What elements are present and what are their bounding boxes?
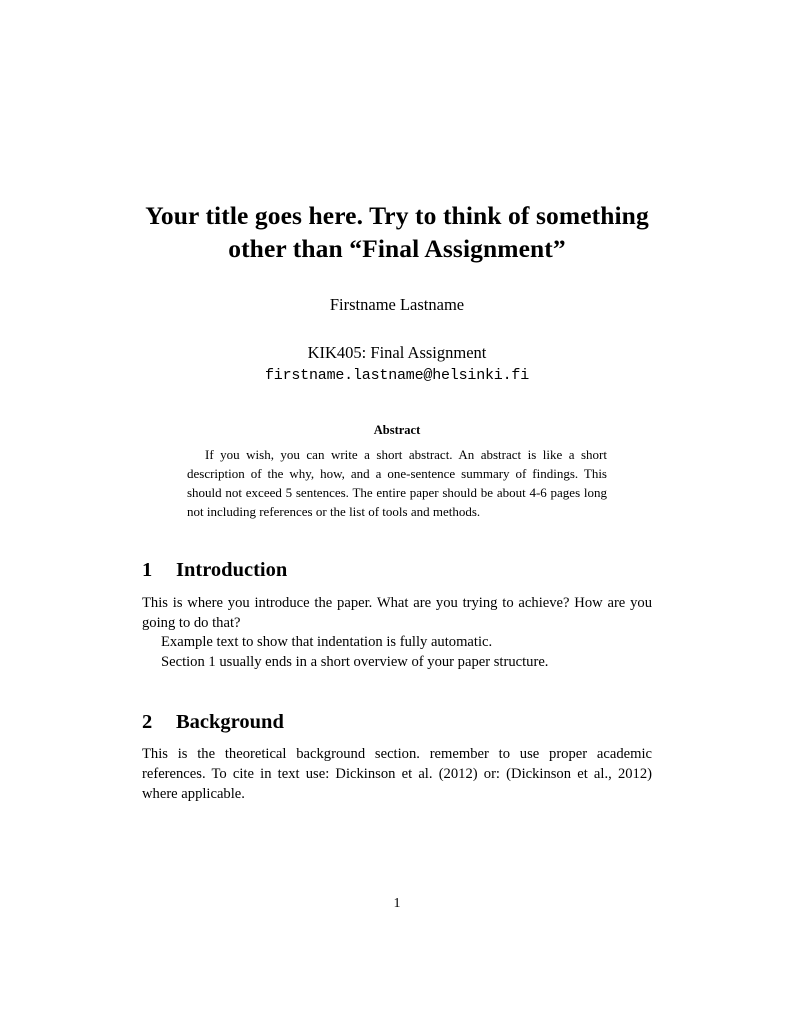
page-number: 1 (393, 896, 401, 911)
document-content (142, 200, 652, 804)
course-info (142, 341, 652, 387)
section-title: Background (176, 710, 284, 733)
abstract-block (187, 423, 607, 521)
author-email: firstname.lastname@helsinki.fi (264, 367, 530, 385)
page-title: Your title goes here. Try to think of something other than “Final Assignment” (145, 201, 649, 263)
paragraph: Example text to show that indentation is fully automatic. (161, 634, 493, 651)
course-code: KIK405: Final Assignment (307, 343, 487, 363)
paragraph: Section 1 usually ends in a short overview of your paper structure. (161, 653, 549, 670)
section-title: Introduction (176, 559, 288, 582)
section-number: 1 (142, 559, 153, 582)
paragraph: This is where you introduce the paper. What are you trying to achieve? How are you going to do that? (142, 594, 652, 631)
abstract-text: If you wish, you can write a short abstract. An abstract is like a short description of the why, how, and a one-sentence summary of findings. This should not exceed 5 sentences. The entire paper should be about 4-6 pages long not including references or the list of tools and methods. (187, 446, 607, 520)
paragraph: This is the theoretical background section. remember to use proper academic references. To cite in text use: Dickinson et al. (2012) or: (Dickinson et al., 2012) where applicable. (142, 746, 652, 802)
section-heading-introduction (142, 559, 652, 582)
section-heading-background (142, 711, 652, 734)
section-number: 2 (142, 710, 153, 733)
abstract-heading: Abstract (373, 422, 421, 437)
author-name: Firstname Lastname (329, 295, 465, 315)
